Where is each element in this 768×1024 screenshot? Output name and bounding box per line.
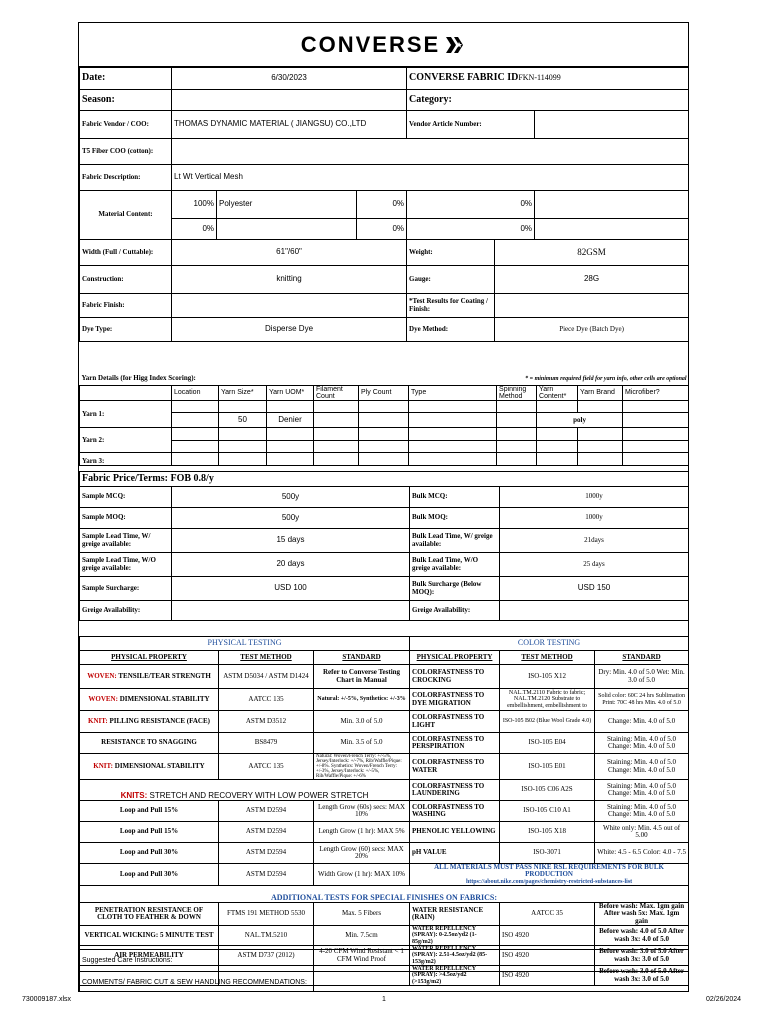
additional-tests-title: ADDITIONAL TESTS FOR SPECIAL FINISHES ON FABRICS: xyxy=(80,886,689,903)
yarn-content: poly xyxy=(537,413,623,428)
fabric-id-value: FKN-114099 xyxy=(518,73,561,83)
price-terms: Fabric Price/Terms: FOB 0.8/y xyxy=(80,472,689,487)
col-header-property: PHYSICAL PROPERTY xyxy=(410,651,500,665)
sample-lead-wo-value: 20 days xyxy=(172,553,410,577)
width-label: Width (Full / Cuttable): xyxy=(80,240,172,266)
dye-method-value: Piece Dye (Batch Dye) xyxy=(495,318,689,342)
physical-property xyxy=(80,754,219,780)
physical-property xyxy=(80,689,219,711)
test-standard: Width Grow (1 hr): MAX 10% xyxy=(314,864,410,886)
brand-name: CONVERSE xyxy=(300,31,441,57)
yarn-row-label: Yarn 2: xyxy=(80,428,172,453)
date-label: Date: xyxy=(80,68,172,90)
test-standard: Staining: Min. 4.0 of 5.0 Change: Min. 4.0 of 5.0 xyxy=(595,801,689,822)
coating-label: *Test Results for Coating / Finish: xyxy=(407,294,495,318)
additional-property: WATER REPELLENCY (SPRAY): >4.5oz/yd2 (>153g/m2) xyxy=(410,966,500,986)
sample-lead-wo-label: Sample Lead Time, W/O greige available: xyxy=(80,553,172,577)
care-label: Suggested Care Instructions: xyxy=(80,950,314,972)
t5-value xyxy=(172,139,689,165)
test-standard: Staining: Min. 4.0 of 5.0 Change: Min. 4.0 of 5.0 xyxy=(595,754,689,780)
additional-property: WATER REPELLENCY (SPRAY): 2.51-4.5oz/yd2 (85-153g/m2) xyxy=(410,946,500,966)
test-method: ISO-105 E01 xyxy=(500,754,595,780)
color-property: COLORFASTNESS TO LIGHT xyxy=(410,711,500,733)
t5-label: T5 Fiber COO (cotton): xyxy=(80,139,172,165)
comments-label: COMMENTS/ FABRIC CUT & SEW HANDLING RECOMMENDATIONS: xyxy=(80,972,314,993)
yarn-col-header: Yarn Content* xyxy=(537,385,578,401)
color-testing-title: COLOR TESTING xyxy=(410,637,689,651)
material-blank xyxy=(535,219,689,240)
physical-property: RESISTANCE TO SNAGGING xyxy=(80,733,219,754)
test-standard: Max. 5 Fibers xyxy=(314,903,410,926)
test-method: ISO 4920 xyxy=(500,946,595,966)
vendor-article-value xyxy=(535,111,689,139)
color-property: COLORFASTNESS TO WATER xyxy=(410,754,500,780)
test-method: AATCC 135 xyxy=(219,689,314,711)
yarn-col-header: Filament Count xyxy=(314,385,359,401)
woven-tag: WOVEN: xyxy=(87,671,117,680)
test-standard: Min. 3.5 of 5.0 xyxy=(314,733,410,754)
material-label: Material Content: xyxy=(80,191,172,240)
test-standard: Refer to Converse Testing Chart in Manual xyxy=(314,665,410,689)
bulk-greige-label: Greige Availability: xyxy=(410,601,500,621)
property-name: DIMENSIONAL STABILITY xyxy=(113,761,205,770)
additional-property: AIR PERMEABILITY xyxy=(80,946,219,966)
footer-page-number: 1 xyxy=(382,996,386,1003)
property-name: DIMENSIONAL STABILITY xyxy=(117,694,210,703)
yarn-col-header: Yarn UOM* xyxy=(267,385,314,401)
color-property: COLORFASTNESS TO DYE MIGRATION xyxy=(410,689,500,711)
col-header-standard: STANDARD xyxy=(314,651,410,665)
category-label: Category: xyxy=(407,90,689,111)
bulk-lead-w-value: 21days xyxy=(500,529,689,553)
dye-method-label: Dye Method: xyxy=(407,318,495,342)
sample-moq-value: 500y xyxy=(172,508,410,529)
test-method: ISO-105 C06 A2S xyxy=(500,780,595,801)
additional-property: PENETRATION RESISTANCE OF CLOTH TO FEATHER & DOWN xyxy=(80,903,219,926)
yarn-uom: Denier xyxy=(267,413,314,428)
material-pct: 0% xyxy=(407,191,535,219)
bulk-moq-value: 1000y xyxy=(500,508,689,529)
woven-tag: WOVEN: xyxy=(88,694,118,703)
test-method: ASTM D3512 xyxy=(219,711,314,733)
material-pct: 0% xyxy=(357,219,407,240)
test-method: ASTM D5034 / ASTM D1424 xyxy=(219,665,314,689)
bulk-surcharge-label: Bulk Surcharge (Below MOQ): xyxy=(410,577,500,601)
gauge-label: Gauge: xyxy=(407,266,495,294)
property-name: PILLING RESISTANCE (FACE) xyxy=(107,716,210,725)
test-standard: Length Grow (60) secs: MAX 20% xyxy=(314,843,410,864)
stretch-property: Loop and Pull 30% xyxy=(80,843,219,864)
description-value: Lt Wt Vertical Mesh xyxy=(172,165,689,191)
material-pct: 0% xyxy=(172,219,217,240)
test-standard: Length Grow (1 hr): MAX 5% xyxy=(314,822,410,843)
test-method: ASTM D737 (2012) xyxy=(219,946,314,966)
additional-property: WATER REPELLENCY (SPRAY): 0-2.5oz/yd2 (1-85g/m2) xyxy=(410,926,500,946)
test-standard: Dry: Min. 4.0 of 5.0 Wet: Min. 3.0 of 5.0 xyxy=(595,665,689,689)
bulk-surcharge-value: USD 150 xyxy=(500,577,689,601)
yarn-title: Yarn Details (for Higg Index Scoring): xyxy=(81,374,196,383)
test-method: ISO-3071 xyxy=(500,843,595,864)
color-property: PHENOLIC YELLOWING xyxy=(410,822,500,843)
test-method: BS8479 xyxy=(219,733,314,754)
yarn-note: * = minimum required field for yarn info, other cells are optional xyxy=(525,375,687,382)
test-method: NAL.TM.5210 xyxy=(219,926,314,946)
rsl-link[interactable]: https://about.nike.com/pages/chemistry-restricted-substances-list xyxy=(465,878,633,885)
sample-surcharge-value: USD 100 xyxy=(172,577,410,601)
construction-label: Construction: xyxy=(80,266,172,294)
coating-value xyxy=(495,294,689,318)
comments-table xyxy=(79,949,689,992)
test-method: ISO 4920 xyxy=(500,966,595,986)
sample-mcq-label: Sample MCQ: xyxy=(80,487,172,508)
physical-testing-title: PHYSICAL TESTING xyxy=(80,637,410,651)
test-method: ASTM D2594 xyxy=(219,864,314,886)
test-standard: Staining: Min. 4.0 of 5.0 Change: Min. 4.0 of 5.0 xyxy=(595,780,689,801)
col-header-method: TEST METHOD xyxy=(500,651,595,665)
vendor-article-label: Vendor Article Number: xyxy=(407,111,535,139)
care-value xyxy=(314,950,689,972)
price-table xyxy=(79,471,689,621)
test-method: ISO-105 B02 (Blue Wool Grade 4.0) xyxy=(500,711,595,733)
test-method: ISO-105 X12 xyxy=(500,665,595,689)
sample-greige-label: Greige Availability: xyxy=(80,601,172,621)
color-property: COLORFASTNESS TO LAUNDERING xyxy=(410,780,500,801)
sample-mcq-value: 500y xyxy=(172,487,410,508)
test-standard: Min. 3.0 of 5.0 xyxy=(314,711,410,733)
knit-tag: KNIT: xyxy=(93,761,114,770)
bulk-lead-wo-value: 25 days xyxy=(500,553,689,577)
footer-date: 02/26/2024 xyxy=(706,996,742,1003)
test-standard: Staining: Min. 4.0 of 5.0 Change: Min. 4.0 of 5.0 xyxy=(595,733,689,754)
fabric-id-label: CONVERSE FABRIC ID xyxy=(409,72,519,84)
finish-value xyxy=(172,294,407,318)
width-value: 61"/60" xyxy=(172,240,407,266)
fabric-id xyxy=(407,68,689,90)
chevron-star-icon xyxy=(446,37,466,53)
rsl-line: ALL MATERIALS MUST PASS NIKE RSL REQUIREMENTS FOR BULK PRODUCTION xyxy=(434,863,664,879)
test-method: ISO-105 X18 xyxy=(500,822,595,843)
footer-filename: 730009187.xlsx xyxy=(22,996,72,1003)
bulk-mcq-value: 1000y xyxy=(500,487,689,508)
additional-property: VERTICAL WICKING: 5 MINUTE TEST xyxy=(80,926,219,946)
dye-type-value: Disperse Dye xyxy=(172,318,407,342)
header-table xyxy=(79,67,689,342)
additional-property: WATER RESISTANCE (RAIN) xyxy=(410,903,500,926)
yarn-col-header: Microfiber? xyxy=(623,385,689,401)
yarn-col-header: Spinning Method xyxy=(497,385,537,401)
yarn-col-header: Ply Count xyxy=(359,385,409,401)
weight-label: Weight: xyxy=(407,240,495,266)
yarn-size: 50 xyxy=(219,413,267,428)
test-method: AATCC 135 xyxy=(219,754,314,780)
description-label: Fabric Description: xyxy=(80,165,172,191)
sample-lead-w-label: Sample Lead Time, W/ greige available: xyxy=(80,529,172,553)
sample-surcharge-label: Sample Surcharge: xyxy=(80,577,172,601)
test-standard: Length Grow (60s) secs: MAX 10% xyxy=(314,801,410,822)
test-method: FTMS 191 METHOD 5530 xyxy=(219,903,314,926)
test-standard: Change: Min. 4.0 of 5.0 xyxy=(595,711,689,733)
property-name: TENSILE/TEAR STRENGTH xyxy=(116,671,211,680)
yarn-col-header: Yarn Brand xyxy=(578,385,623,401)
test-standard: Natural: Woven/French Terry: +/-5%, Jersey/Interlock: +/-7%, Rib/Waffle/Pique: +/-8%. Synthetics: Woven/French Terry: +/-3%, Jersey/Interlock: +/-5%, Rib/Waffle/Pique: +/-6% xyxy=(314,754,410,780)
test-standard: Before wash: 3.0 of 5.0 After wash 3x: 3.0 of 5.0 xyxy=(595,966,689,986)
yarn-corner xyxy=(80,385,172,401)
knit-tag: KNIT: xyxy=(88,716,108,725)
dye-type-label: Dye Type: xyxy=(80,318,172,342)
col-header-method: TEST METHOD xyxy=(219,651,314,665)
vendor-label: Fabric Vendor / COO: xyxy=(80,111,172,139)
material-blank xyxy=(535,191,689,219)
test-method: ISO 4920 xyxy=(500,926,595,946)
test-standard: White only: Min. 4.5 out of 5.00 xyxy=(595,822,689,843)
knits-tag: KNITS: xyxy=(120,790,148,800)
material-name: Polyester xyxy=(217,191,357,219)
col-header-property: PHYSICAL PROPERTY xyxy=(80,651,219,665)
bulk-mcq-label: Bulk MCQ: xyxy=(410,487,500,508)
test-standard: Min. 7.5cm xyxy=(314,926,410,946)
test-method: ISO-105 E04 xyxy=(500,733,595,754)
season-label: Season: xyxy=(80,90,172,111)
converse-logo xyxy=(79,23,688,67)
bulk-moq-label: Bulk MOQ: xyxy=(410,508,500,529)
test-method: ASTM D2594 xyxy=(219,822,314,843)
sample-moq-label: Sample MOQ: xyxy=(80,508,172,529)
color-property: COLORFASTNESS TO CROCKING xyxy=(410,665,500,689)
knit-stretch-heading xyxy=(80,780,410,801)
fabric-spec-sheet xyxy=(78,22,689,992)
material-pct: 0% xyxy=(407,219,535,240)
sample-lead-w-value: 15 days xyxy=(172,529,410,553)
col-header-standard: STANDARD xyxy=(595,651,689,665)
stretch-property: Loop and Pull 15% xyxy=(80,822,219,843)
material-pct: 100% xyxy=(172,191,217,219)
yarn-col-header: Type xyxy=(409,385,497,401)
test-standard: Natural: +/-5%, Synthetics: +/-3% xyxy=(314,689,410,711)
bulk-lead-wo-label: Bulk Lead Time, W/O greige available: xyxy=(410,553,500,577)
test-standard: Solid color: 60C 24 hrs Sublimation Print: 70C 48 hrs Min. 4.0 of 5.0 xyxy=(595,689,689,711)
test-method: ASTM D2594 xyxy=(219,801,314,822)
construction-value: knitting xyxy=(172,266,407,294)
color-property: COLORFASTNESS TO PERSPIRATION xyxy=(410,733,500,754)
date-value: 6/30/2023 xyxy=(172,68,407,90)
test-method: NAL.TM.2110 Fabric to fabric; NAL.TM.2120 Substrate to embellishment, embellishment to xyxy=(500,689,595,711)
weight-value: 82GSM xyxy=(495,240,689,266)
test-standard: Before wash: 3.0 of 5.0 After wash 3x: 3.0 of 5.0 xyxy=(595,946,689,966)
rsl-requirement xyxy=(410,864,689,886)
physical-property xyxy=(80,711,219,733)
stretch-property: Loop and Pull 30% xyxy=(80,864,219,886)
stretch-text: STRETCH AND RECOVERY WITH LOW POWER STRETCH xyxy=(147,790,369,800)
yarn-row-label: Yarn 1: xyxy=(80,401,172,428)
gauge-value: 28G xyxy=(495,266,689,294)
bulk-lead-w-label: Bulk Lead Time, W/ greige available: xyxy=(410,529,500,553)
yarn-table xyxy=(79,373,689,466)
material-pct: 0% xyxy=(357,191,407,219)
color-property: pH VALUE xyxy=(410,843,500,864)
stretch-property: Loop and Pull 15% xyxy=(80,801,219,822)
color-property: COLORFASTNESS TO WASHING xyxy=(410,801,500,822)
comments-value xyxy=(314,972,689,993)
yarn-col-header: Location xyxy=(172,385,219,401)
test-standard: White: 4.5 - 6.5 Color: 4.0 - 7.5 xyxy=(595,843,689,864)
physical-property xyxy=(80,665,219,689)
yarn-col-header: Yarn Size* xyxy=(219,385,267,401)
test-method: ASTM D2594 xyxy=(219,843,314,864)
test-standard: Before wash: 4.0 of 5.0 After wash 3x: 4.0 of 5.0 xyxy=(595,926,689,946)
yarn-row-label: Yarn 3: xyxy=(80,453,172,466)
material-name xyxy=(217,219,357,240)
vendor-value: THOMAS DYNAMIC MATERIAL ( JIANGSU) CO.,LTD xyxy=(172,111,407,139)
testing-table xyxy=(79,636,689,986)
test-standard: Before wash: Max. 1gm gain After wash 5x: Max. 1gm gain xyxy=(595,903,689,926)
season-value xyxy=(172,90,407,111)
test-method: ISO-105 C10 A1 xyxy=(500,801,595,822)
test-method: AATCC 35 xyxy=(500,903,595,926)
test-standard: 4-20 CFM Wind Resistant < 1 CFM Wind Proof xyxy=(314,946,410,966)
finish-label: Fabric Finish: xyxy=(80,294,172,318)
